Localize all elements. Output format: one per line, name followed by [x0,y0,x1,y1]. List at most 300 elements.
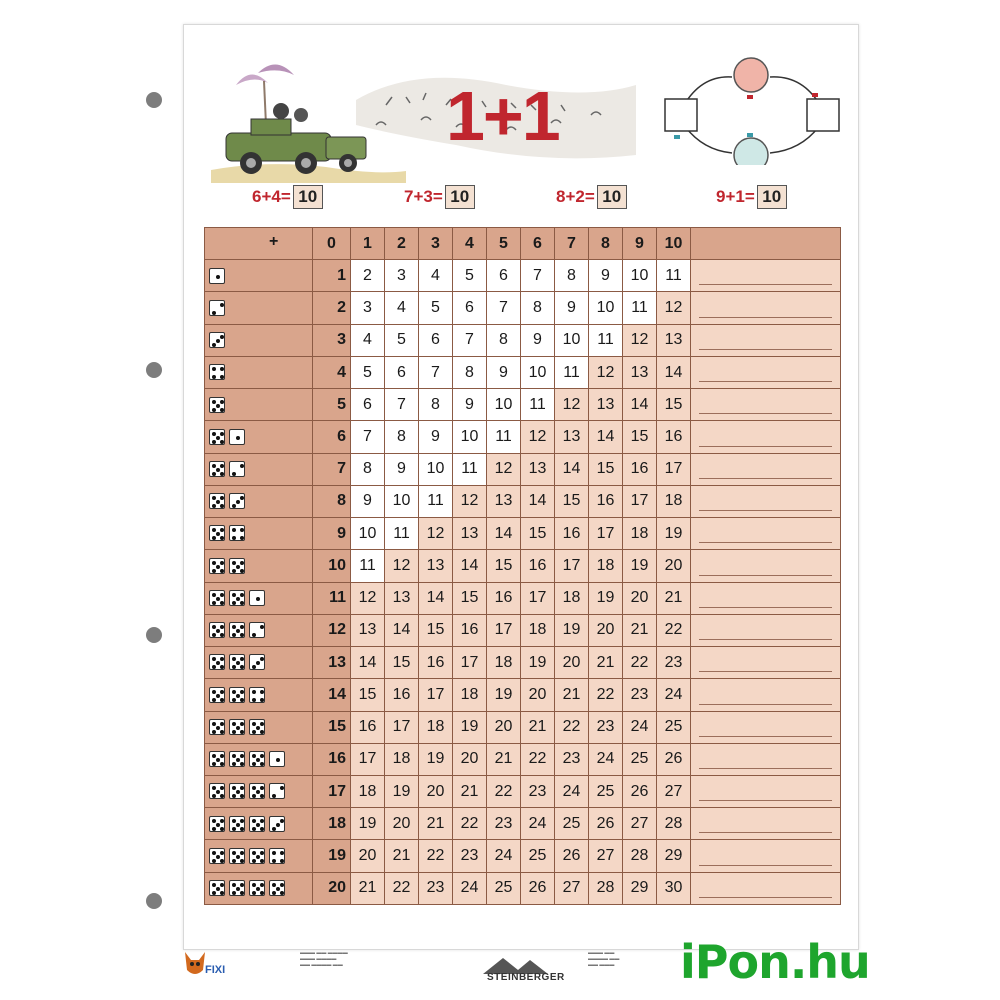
column-header: 8 [589,228,623,260]
sum-cell: 23 [555,743,589,775]
sum-cell: 27 [623,808,657,840]
sum-cell: 25 [623,743,657,775]
die-icon [249,783,265,799]
table-row [205,775,841,807]
dice-cell [205,872,313,904]
die-icon [229,461,245,477]
sum-cell: 14 [487,518,521,550]
sum-cell: 19 [555,614,589,646]
equation-result-box: 10 [757,185,787,209]
sum-cell: 17 [419,679,453,711]
die-icon [209,461,225,477]
die-icon [249,816,265,832]
table-row [205,292,841,324]
sum-cell: 13 [351,614,385,646]
sum-cell: 21 [589,647,623,679]
sum-cell: 7 [487,292,521,324]
sum-cell: 14 [453,550,487,582]
sum-cell: 28 [657,808,691,840]
table-row [205,324,841,356]
sum-cell: 16 [623,453,657,485]
sum-cell: 22 [453,808,487,840]
sum-cell: 20 [657,550,691,582]
die-icon [229,558,245,574]
die-icon [229,816,245,832]
sum-cell: 5 [453,260,487,292]
answer-line-cell[interactable] [691,711,841,743]
row-header: 8 [313,485,351,517]
table-row [205,260,841,292]
die-icon [209,848,225,864]
equation-expr: 6+4= [252,187,291,206]
equation-result-box: 10 [445,185,475,209]
table-row [205,614,841,646]
sum-cell: 8 [351,453,385,485]
sum-cell: 8 [419,389,453,421]
table-row [205,711,841,743]
die-icon [229,783,245,799]
sum-cell: 22 [521,743,555,775]
answer-line-cell[interactable] [691,872,841,904]
sum-cell: 30 [657,872,691,904]
sum-cell: 13 [657,324,691,356]
partner-address: ▬▬▬ ▬▬ ▬▬▬▬ ▬▬ ▬▬ ▬▬▬ [588,950,620,968]
die-icon [209,719,225,735]
sum-cell: 6 [351,389,385,421]
sum-cell: 19 [487,679,521,711]
sum-cell: 9 [521,324,555,356]
sum-cell: 21 [385,840,419,872]
sum-cell: 10 [623,260,657,292]
binder-hole [146,627,162,643]
answer-line-cell[interactable] [691,356,841,388]
sum-cell: 7 [351,421,385,453]
sum-cell: 16 [487,582,521,614]
sum-cell: 23 [589,711,623,743]
sum-cell: 17 [487,614,521,646]
die-icon [209,525,225,541]
dice-cell [205,840,313,872]
sum-cell: 20 [623,582,657,614]
die-icon [209,622,225,638]
sum-cell: 15 [351,679,385,711]
sum-cell: 11 [623,292,657,324]
sum-cell: 27 [589,840,623,872]
sum-cell: 13 [385,582,419,614]
sum-cell: 6 [419,324,453,356]
die-icon [209,268,225,284]
sum-cell: 21 [351,872,385,904]
row-header: 13 [313,647,351,679]
equation-1 [252,185,323,209]
sum-cell: 11 [453,453,487,485]
row-header: 10 [313,550,351,582]
sum-cell: 8 [385,421,419,453]
die-icon [229,525,245,541]
sum-cell: 11 [555,356,589,388]
sum-cell: 10 [521,356,555,388]
sum-cell: 19 [385,775,419,807]
table-row [205,421,841,453]
sum-cell: 17 [555,550,589,582]
sum-cell: 18 [453,679,487,711]
die-icon [269,783,285,799]
sum-cell: 24 [453,872,487,904]
sum-cell: 8 [521,292,555,324]
sum-cell: 5 [385,324,419,356]
sum-cell: 20 [589,614,623,646]
sum-cell: 24 [487,840,521,872]
sum-cell: 16 [657,421,691,453]
sum-cell: 18 [589,550,623,582]
equation-result-box: 10 [293,185,323,209]
row-header: 6 [313,421,351,453]
answer-line-cell[interactable] [691,647,841,679]
row-header: 7 [313,453,351,485]
sum-cell: 13 [487,485,521,517]
column-header: 6 [521,228,555,260]
sum-cell: 12 [419,518,453,550]
die-icon [209,364,225,380]
sum-cell: 6 [453,292,487,324]
sum-cell: 24 [589,743,623,775]
sum-cell: 16 [351,711,385,743]
addition-table [204,227,841,905]
sum-cell: 15 [521,518,555,550]
sum-cell: 9 [419,421,453,453]
dice-cell [205,292,313,324]
sum-cell: 3 [351,292,385,324]
answer-line-cell[interactable] [691,582,841,614]
table-header-row [205,228,841,260]
die-icon [249,751,265,767]
dice-cell [205,518,313,550]
sum-cell: 23 [521,775,555,807]
die-icon [209,783,225,799]
sum-cell: 21 [419,808,453,840]
sum-cell: 26 [555,840,589,872]
die-icon [209,654,225,670]
answer-line-cell[interactable] [691,260,841,292]
sum-cell: 24 [623,711,657,743]
row-header: 3 [313,324,351,356]
die-icon [229,654,245,670]
dice-cell [205,679,313,711]
sum-cell: 20 [453,743,487,775]
answer-line-cell[interactable] [691,840,841,872]
sum-cell: 11 [657,260,691,292]
dice-cell [205,582,313,614]
sum-cell: 18 [385,743,419,775]
die-icon [249,719,265,735]
sum-cell: 20 [487,711,521,743]
sum-cell: 17 [385,711,419,743]
sum-cell: 23 [453,840,487,872]
row-header: 14 [313,679,351,711]
sum-cell: 19 [351,808,385,840]
die-icon [249,654,265,670]
binder-hole [146,92,162,108]
answer-line-cell[interactable] [691,614,841,646]
sum-cell: 15 [385,647,419,679]
sum-cell: 19 [521,647,555,679]
sum-cell: 11 [385,518,419,550]
sum-cell: 10 [589,292,623,324]
equation-3 [556,185,627,209]
die-icon [209,687,225,703]
sum-cell: 13 [555,421,589,453]
table-row [205,647,841,679]
sum-cell: 15 [419,614,453,646]
sum-cell: 6 [385,356,419,388]
sum-cell: 2 [351,260,385,292]
sum-cell: 13 [419,550,453,582]
sum-cell: 26 [589,808,623,840]
dice-cell [205,711,313,743]
answer-line-cell[interactable] [691,485,841,517]
die-icon [229,751,245,767]
answer-line-cell[interactable] [691,518,841,550]
die-icon [209,558,225,574]
die-icon [229,622,245,638]
row-header: 18 [313,808,351,840]
answer-line-cell[interactable] [691,550,841,582]
sum-cell: 20 [521,679,555,711]
table-row [205,453,841,485]
dice-cell [205,356,313,388]
die-icon [209,493,225,509]
die-icon [209,751,225,767]
die-icon [209,429,225,445]
sum-cell: 21 [453,775,487,807]
answer-line-cell[interactable] [691,808,841,840]
answer-line-cell[interactable] [691,324,841,356]
answer-line-cell[interactable] [691,775,841,807]
sum-cell: 15 [487,550,521,582]
sum-cell: 15 [589,453,623,485]
sum-cell: 14 [521,485,555,517]
dice-cell [205,485,313,517]
table-row [205,679,841,711]
sum-cell: 10 [487,389,521,421]
sum-cell: 8 [487,324,521,356]
sum-cell: 18 [657,485,691,517]
equation-expr: 8+2= [556,187,595,206]
table-row [205,518,841,550]
sum-cell: 9 [385,453,419,485]
sum-cell: 10 [453,421,487,453]
sum-cell: 21 [487,743,521,775]
table-row [205,840,841,872]
sum-cell: 15 [623,421,657,453]
table-row [205,356,841,388]
answer-line-cell[interactable] [691,743,841,775]
addition-table-body [205,228,841,905]
sum-cell: 4 [385,292,419,324]
sum-cell: 29 [623,872,657,904]
car-illustration [206,45,636,190]
sum-cell: 12 [521,421,555,453]
sum-cell: 10 [385,485,419,517]
partner-logo: STEINBERGER [487,972,565,983]
die-icon [209,590,225,606]
sum-cell: 11 [589,324,623,356]
sum-cell: 23 [419,872,453,904]
answer-line-cell[interactable] [691,453,841,485]
equation-expr: 7+3= [404,187,443,206]
publisher-logo: FIXI [205,964,226,976]
table-row [205,389,841,421]
die-icon [209,300,225,316]
dice-cell [205,421,313,453]
row-header: 15 [313,711,351,743]
sum-cell: 11 [351,550,385,582]
sum-cell: 22 [419,840,453,872]
sum-cell: 24 [555,775,589,807]
dice-cell [205,743,313,775]
sum-cell: 9 [453,389,487,421]
dice-cell [205,775,313,807]
corner-cell [205,228,313,260]
sum-cell: 25 [589,775,623,807]
sum-cell: 19 [419,743,453,775]
sum-cell: 10 [419,453,453,485]
dice-cell [205,260,313,292]
sum-cell: 14 [419,582,453,614]
sum-cell: 14 [589,421,623,453]
sum-cell: 20 [419,775,453,807]
sum-cell: 23 [623,679,657,711]
sum-cell: 9 [351,485,385,517]
sum-cell: 21 [623,614,657,646]
sum-cell: 19 [657,518,691,550]
die-icon [229,880,245,896]
sum-cell: 22 [623,647,657,679]
row-header: 12 [313,614,351,646]
sum-cell: 18 [419,711,453,743]
sum-cell: 14 [351,647,385,679]
dice-cell [205,550,313,582]
sum-cell: 5 [351,356,385,388]
sum-cell: 6 [487,260,521,292]
sum-cell: 13 [589,389,623,421]
answer-line-cell[interactable] [691,292,841,324]
sum-cell: 25 [487,872,521,904]
sum-cell: 3 [385,260,419,292]
sum-cell: 16 [453,614,487,646]
sum-cell: 28 [623,840,657,872]
die-icon [249,590,265,606]
sum-cell: 24 [657,679,691,711]
sum-cell: 17 [657,453,691,485]
publisher-address: ▬▬▬ ▬▬ ▬▬▬▬ ▬▬▬ ▬▬▬▬ ▬▬ ▬▬▬▬ ▬▬ [300,950,348,968]
sum-cell: 9 [589,260,623,292]
sum-cell: 18 [487,647,521,679]
column-header: 5 [487,228,521,260]
sum-cell: 16 [555,518,589,550]
column-header: 7 [555,228,589,260]
sum-cell: 18 [623,518,657,550]
sum-cell: 24 [521,808,555,840]
die-icon [249,848,265,864]
row-header: 1 [313,260,351,292]
sum-cell: 19 [453,711,487,743]
sum-cell: 11 [521,389,555,421]
sum-cell: 18 [555,582,589,614]
sum-cell: 14 [623,389,657,421]
sum-cell: 12 [657,292,691,324]
die-icon [249,622,265,638]
sum-cell: 16 [589,485,623,517]
sum-cell: 14 [657,356,691,388]
die-icon [269,880,285,896]
sum-cell: 21 [521,711,555,743]
sum-cell: 22 [385,872,419,904]
die-icon [209,880,225,896]
sum-cell: 17 [521,582,555,614]
plus-sign: + [269,233,279,250]
die-icon [229,590,245,606]
sum-cell: 22 [657,614,691,646]
die-icon [229,848,245,864]
sum-cell: 12 [385,550,419,582]
sum-cell: 7 [521,260,555,292]
answer-line-cell[interactable] [691,389,841,421]
sum-cell: 20 [555,647,589,679]
table-row [205,550,841,582]
dice-cell [205,389,313,421]
sum-cell: 23 [487,808,521,840]
equation-4 [716,185,787,209]
column-header: 10 [657,228,691,260]
binder-hole [146,893,162,909]
sum-cell: 16 [521,550,555,582]
sum-cell: 10 [351,518,385,550]
row-header: 16 [313,743,351,775]
sum-cell: 13 [521,453,555,485]
sum-cell: 10 [555,324,589,356]
dice-cell [205,614,313,646]
row-header: 17 [313,775,351,807]
sum-cell: 23 [657,647,691,679]
row-header: 5 [313,389,351,421]
table-row [205,743,841,775]
watermark: iPon.hu [680,935,870,989]
sum-cell: 15 [555,485,589,517]
column-header: 9 [623,228,657,260]
column-header: 1 [351,228,385,260]
answer-line-cell[interactable] [691,421,841,453]
sum-cell: 12 [623,324,657,356]
die-icon [229,687,245,703]
sum-cell: 25 [555,808,589,840]
dice-cell [205,647,313,679]
answer-line-cell[interactable] [691,679,841,711]
row-header: 20 [313,872,351,904]
row-header: 4 [313,356,351,388]
sum-cell: 11 [487,421,521,453]
die-icon [269,816,285,832]
sum-cell: 14 [555,453,589,485]
sum-cell: 21 [555,679,589,711]
row-header: 19 [313,840,351,872]
equation-2 [404,185,475,209]
equation-expr: 9+1= [716,187,755,206]
sum-cell: 22 [555,711,589,743]
dice-cell [205,808,313,840]
column-header: 2 [385,228,419,260]
die-icon [249,880,265,896]
